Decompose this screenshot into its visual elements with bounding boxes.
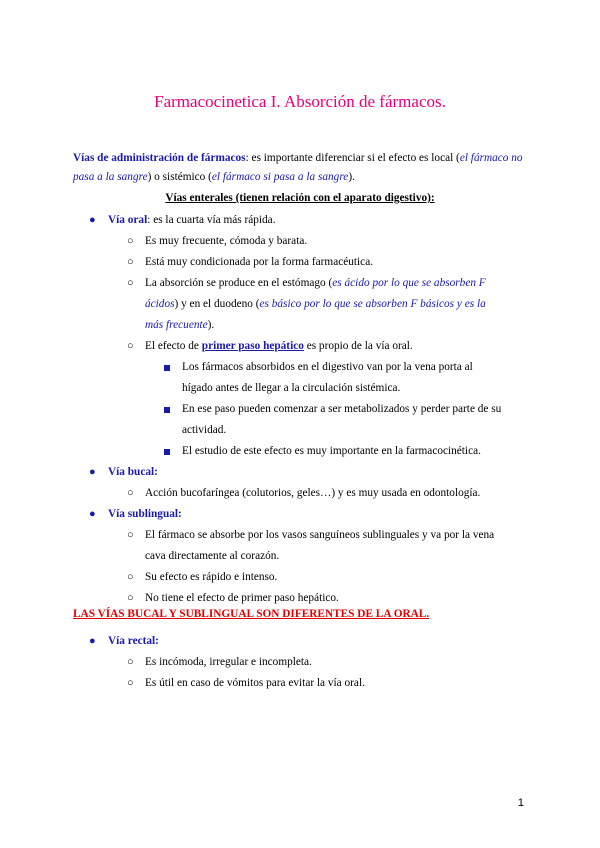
sublingual-item-1-line-1: El fármaco se absorbe por los vasos sanguíneos sublinguales y va por la vena — [145, 529, 495, 541]
bucal-heading: Vía bucal: — [108, 466, 158, 478]
oral-item-3-text-b: ) y en el duodeno ( — [174, 298, 260, 310]
warning-heading: LAS VÍAS BUCAL Y SUBLINGUAL SON DIFERENTES DE LA ORAL. — [73, 608, 430, 620]
bullet-disc-icon: ● — [89, 466, 96, 478]
oral-item-3-text-c: ). — [207, 319, 215, 331]
bullet-square-icon — [164, 365, 170, 371]
oral-label: Vía oral — [108, 214, 148, 226]
oral-item-3-italic-2b: más frecuente — [145, 319, 208, 331]
bullet-disc-icon: ● — [89, 508, 96, 520]
section-subheading: Vías enterales (tienen relación con el aparato digestivo): — [165, 192, 435, 204]
oral-heading — [108, 210, 276, 231]
bullet-square-icon — [164, 407, 170, 413]
rectal-item-1: Es incómoda, irregular e incompleta. — [145, 656, 312, 668]
rectal-item-2: Es útil en caso de vómitos para evitar la vía oral. — [145, 677, 365, 689]
oral-item-1: Es muy frecuente, cómoda y barata. — [145, 235, 308, 247]
primer-paso-hepatico-link[interactable]: primer paso hepático — [201, 340, 304, 352]
oral-item-4-text-b: es propio de la vía oral. — [303, 340, 413, 352]
bullet-disc-icon: ● — [89, 214, 96, 226]
oral-item-3-line-1 — [145, 273, 486, 294]
oral-subitem-2-line-2: actividad. — [182, 424, 227, 436]
sublingual-item-3: No tiene el efecto de primer paso hepático. — [145, 592, 339, 604]
oral-item-3-italic-1: es ácido por lo que se absorben F — [332, 277, 486, 289]
bucal-item-1: Acción bucofaríngea (colutorios, geles…) y es muy usada en odontología. — [145, 487, 481, 499]
bullet-circle-icon: ○ — [127, 677, 134, 689]
bullet-circle-icon: ○ — [127, 487, 134, 499]
oral-subitem-1-line-1: Los fármacos absorbidos en el digestivo van por la vena porta al — [182, 361, 473, 373]
sublingual-item-2: Su efecto es rápido e intenso. — [145, 571, 278, 583]
intro-lead: Vías de administración de fármacos — [73, 152, 246, 164]
oral-item-3-italic-1b: ácidos — [145, 298, 175, 310]
oral-subitem-1-line-2: hígado antes de llegar a la circulación sistémica. — [182, 382, 401, 394]
oral-item-4 — [145, 336, 413, 357]
bullet-circle-icon: ○ — [127, 571, 134, 583]
oral-subitem-3: El estudio de este efecto es muy importante en la farmacocinética. — [182, 445, 481, 457]
oral-item-2: Está muy condicionada por la forma farmacéutica. — [145, 256, 374, 268]
intro-paragraph — [73, 149, 528, 187]
sublingual-heading: Vía sublingual: — [108, 508, 182, 520]
oral-item-3-text-a: La absorción se produce en el estómago ( — [145, 277, 333, 289]
intro-text-1: : es importante diferenciar si el efecto es local ( — [245, 152, 460, 164]
bullet-disc-icon: ● — [89, 635, 96, 647]
oral-subitem-2-line-1: En ese paso pueden comenzar a ser metabolizados y perder parte de su — [182, 403, 502, 415]
bullet-circle-icon: ○ — [127, 656, 134, 668]
rectal-heading: Vía rectal: — [108, 635, 159, 647]
oral-item-3-line-2 — [145, 294, 486, 315]
intro-text-2: ) o sistémico ( — [147, 171, 212, 183]
bullet-circle-icon: ○ — [127, 256, 134, 268]
bullet-circle-icon: ○ — [127, 340, 134, 352]
bullet-circle-icon: ○ — [127, 277, 134, 289]
page-number: 1 — [517, 797, 524, 809]
bullet-circle-icon: ○ — [127, 592, 134, 604]
document-title: Farmacocinetica I. Absorción de fármacos. — [154, 92, 446, 111]
sublingual-item-1-line-2: cava directamente al corazón. — [145, 550, 280, 562]
oral-rest: : es la cuarta vía más rápida. — [147, 214, 276, 226]
intro-italic-2: el fármaco si pasa a la sangre — [211, 171, 349, 183]
oral-item-3-line-3 — [145, 315, 214, 336]
bullet-circle-icon: ○ — [127, 529, 134, 541]
intro-text-3: ). — [348, 171, 355, 183]
oral-item-4-text-a: El efecto de — [145, 340, 202, 352]
bullet-circle-icon: ○ — [127, 235, 134, 247]
oral-item-3-italic-2: es básico por lo que se absorben F básicos y es la — [259, 298, 486, 310]
intro-italic-1: el fármaco no pasa a la sangre — [73, 152, 523, 183]
bullet-square-icon — [164, 449, 170, 455]
